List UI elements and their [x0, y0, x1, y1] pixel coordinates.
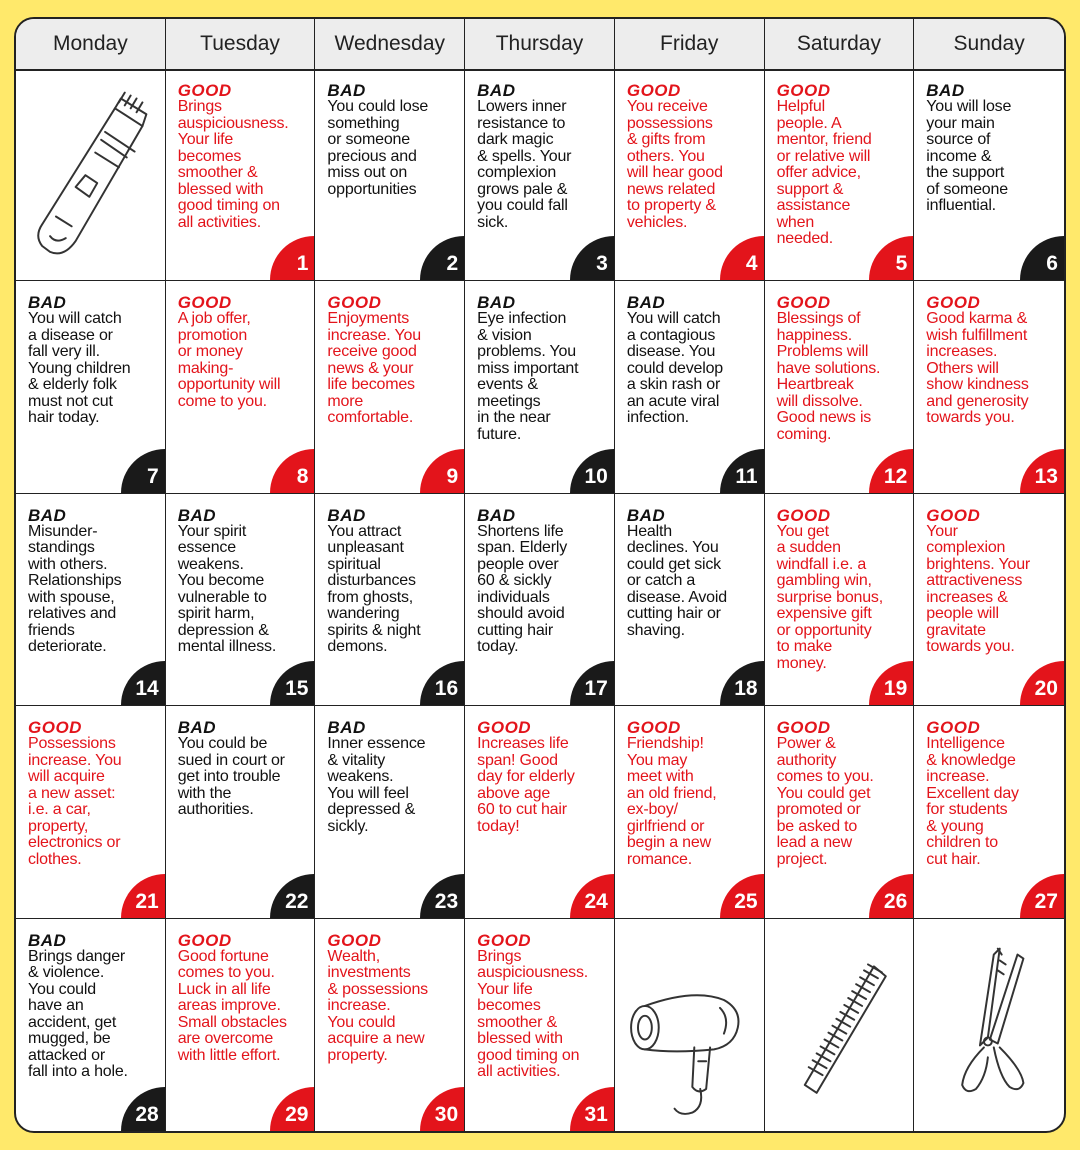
- day-description: Blessings of happiness. Problems will have solutions. Heartbreak will dissolve. Good news is coming.: [776, 310, 881, 443]
- day-description: Eye infection & vision problems. You miss important events & meetings in the near future.: [477, 310, 579, 443]
- day-cell-17: [465, 494, 615, 706]
- day-description: Helpful people. A mentor, friend or relative will offer advice, support & assistance when needed.: [776, 98, 872, 247]
- day-cell-27: [914, 706, 1064, 918]
- verdict-label: BAD: [327, 505, 366, 525]
- verdict-label: BAD: [28, 505, 67, 525]
- verdict-label: BAD: [327, 718, 366, 738]
- day-description: Wealth, investments & possessions increase. You could acquire a new property.: [327, 947, 428, 1064]
- day-number-badge: 27: [1020, 874, 1064, 918]
- day-description: Intelligence & knowledge increase. Excellent day for students & young children to cut hair.: [926, 735, 1019, 868]
- day-cell-20: [914, 494, 1064, 706]
- day-cell-5: [765, 69, 915, 281]
- verdict-label: GOOD: [776, 293, 831, 313]
- verdict-label: GOOD: [926, 718, 981, 738]
- day-cell-1: [166, 69, 316, 281]
- day-number-badge: 22: [270, 874, 314, 918]
- day-description: Brings auspiciousness. Your life becomes smoother & blessed with good timing on all activities.: [177, 98, 289, 231]
- verdict-label: BAD: [177, 718, 217, 738]
- day-description: Friendship! You may meet with an old friend, ex-boy/ girlfriend or begin a new romance.: [626, 735, 717, 868]
- illustration-cell: [615, 919, 765, 1131]
- day-description: Good fortune comes to you. Luck in all life areas improve. Small obstacles are overcome with little effort.: [177, 947, 287, 1064]
- day-number-badge: 15: [270, 661, 314, 705]
- day-cell-30: [315, 919, 465, 1131]
- day-cell-8: [166, 281, 316, 493]
- day-description: Possessions increase. You will acquire a new asset: i.e. a car, property, electronics or clothes.: [28, 735, 122, 868]
- verdict-label: GOOD: [776, 718, 831, 738]
- day-cell-26: [765, 706, 915, 918]
- day-cell-12: [765, 281, 915, 493]
- verdict-label: BAD: [477, 293, 516, 313]
- weekday-tuesday: Tuesday: [166, 19, 316, 69]
- day-number-badge: 3: [570, 236, 614, 280]
- comb-icon: [765, 919, 914, 1131]
- day-cell-28: [16, 919, 166, 1131]
- day-cell-31: [465, 919, 615, 1131]
- day-number-badge: 5: [869, 236, 913, 280]
- verdict-label: GOOD: [626, 81, 681, 100]
- day-number-badge: 14: [121, 661, 165, 705]
- day-description: Inner essence & vitality weakens. You will feel depressed & sickly.: [327, 735, 426, 835]
- day-cell-7: [16, 281, 166, 493]
- day-description: Your complexion brightens. Your attractiveness increases & people will gravitate towards you.: [926, 522, 1031, 656]
- day-number-badge: 20: [1020, 661, 1064, 705]
- verdict-label: GOOD: [776, 81, 831, 100]
- verdict-label: BAD: [28, 293, 67, 313]
- day-cell-22: [166, 706, 316, 918]
- day-description: You will lose your main source of income & the support of someone influential.: [926, 98, 1012, 214]
- day-number-badge: 24: [570, 874, 614, 918]
- day-number-badge: 17: [570, 661, 614, 705]
- weekday-saturday: Saturday: [765, 19, 915, 69]
- verdict-label: GOOD: [327, 293, 382, 313]
- day-cell-18: [615, 494, 765, 706]
- verdict-label: GOOD: [177, 81, 232, 100]
- day-cell-4: [615, 69, 765, 281]
- calendar-grid: [16, 69, 1064, 1131]
- verdict-label: BAD: [177, 505, 217, 525]
- day-description: A job offer, promotion or money making- opportunity will come to you.: [177, 310, 281, 410]
- day-description: Enjoyments increase. You receive good news & your life becomes more comfortable.: [327, 310, 421, 427]
- day-number-badge: 1: [270, 236, 314, 280]
- day-number-badge: 8: [270, 449, 314, 493]
- day-description: Increases life span! Good day for elderly above age 60 to cut hair today!: [477, 735, 575, 835]
- day-number-badge: 12: [869, 449, 913, 493]
- day-cell-13: [914, 281, 1064, 493]
- day-cell-16: [315, 494, 465, 706]
- verdict-label: BAD: [327, 81, 366, 100]
- day-number-badge: 4: [720, 236, 764, 280]
- scissors-icon: [914, 919, 1064, 1131]
- weekday-friday: Friday: [615, 19, 765, 69]
- hair-clipper-icon: [16, 69, 165, 280]
- day-description: Brings danger & violence. You could have an accident, get mugged, be attacked or fall into a hole.: [28, 947, 128, 1081]
- day-description: Shortens life span. Elderly people over 60 & sickly individuals should avoid cutting hair today.: [477, 522, 568, 656]
- day-cell-24: [465, 706, 615, 918]
- hair-dryer-icon: [615, 919, 764, 1131]
- day-description: Brings auspiciousness. Your life becomes smoother & blessed with good timing on all activities.: [477, 947, 588, 1081]
- day-number-badge: 10: [570, 449, 614, 493]
- weekday-sunday: Sunday: [953, 32, 1025, 55]
- day-cell-19: [765, 494, 915, 706]
- day-description: You get a sudden windfall i.e. a gambling win, surprise bonus, expensive gift or opportunity to make money.: [776, 522, 883, 672]
- day-description: Good karma & wish fulfillment increases. Others will show kindness and generosity towards you.: [926, 310, 1029, 427]
- day-number-badge: 7: [121, 449, 165, 493]
- day-number-badge: 13: [1020, 449, 1064, 493]
- day-description: Power & authority comes to you. You could get promoted or be asked to lead a new project.: [776, 735, 874, 868]
- day-number-badge: 6: [1020, 236, 1064, 280]
- day-cell-2: [315, 69, 465, 281]
- day-description: You could lose something or someone precious and miss out on opportunities: [327, 98, 429, 198]
- day-description: You could be sued in court or get into trouble with the authorities.: [177, 735, 285, 819]
- verdict-label: GOOD: [177, 293, 232, 313]
- day-number-badge: 11: [720, 449, 764, 493]
- weekday-monday: Monday: [16, 19, 166, 69]
- verdict-label: GOOD: [327, 930, 382, 950]
- day-cell-9: [315, 281, 465, 493]
- day-cell-14: [16, 494, 166, 706]
- verdict-label: GOOD: [776, 505, 831, 525]
- day-number-badge: 30: [420, 1087, 464, 1131]
- day-number-badge: 9: [420, 449, 464, 493]
- day-cell-15: [166, 494, 316, 706]
- day-number-badge: 21: [121, 874, 165, 918]
- day-number-badge: 2: [420, 236, 464, 280]
- verdict-label: BAD: [477, 505, 516, 525]
- day-description: You attract unpleasant spiritual disturbances from ghosts, wandering spirits & night demons.: [327, 522, 421, 656]
- day-number-badge: 16: [420, 661, 464, 705]
- illustration-cell: [914, 919, 1064, 1131]
- verdict-label: GOOD: [477, 930, 532, 950]
- day-cell-21: [16, 706, 166, 918]
- weekday-header: [16, 19, 1064, 71]
- day-number-badge: 26: [869, 874, 913, 918]
- day-cell-25: [615, 706, 765, 918]
- day-description: Health declines. You could get sick or catch a disease. Avoid cutting hair or shaving.: [626, 522, 727, 639]
- day-number-badge: 25: [720, 874, 764, 918]
- day-cell-29: [166, 919, 316, 1131]
- day-cell-3: [465, 69, 615, 281]
- verdict-label: GOOD: [177, 930, 232, 950]
- day-cell-10: [465, 281, 615, 493]
- day-number-badge: 29: [270, 1087, 314, 1131]
- weekday-wednesday: Wednesday: [315, 19, 465, 69]
- day-number-badge: 28: [121, 1087, 165, 1131]
- illustration-cell: [765, 919, 915, 1131]
- illustration-cell: [16, 69, 166, 281]
- verdict-label: GOOD: [626, 718, 681, 738]
- day-number-badge: 18: [720, 661, 764, 705]
- verdict-label: BAD: [626, 505, 666, 525]
- day-number-badge: 23: [420, 874, 464, 918]
- day-description: You will catch a disease or fall very ill. Young children & elderly folk must not cut hair today.: [28, 310, 131, 427]
- verdict-label: BAD: [28, 930, 67, 950]
- verdict-label: BAD: [926, 81, 965, 100]
- verdict-label: BAD: [626, 293, 666, 313]
- day-description: Your spirit essence weakens. You become vulnerable to spirit harm, depression & mental illness.: [177, 522, 277, 656]
- day-cell-23: [315, 706, 465, 918]
- day-number-badge: 31: [570, 1087, 614, 1131]
- day-description: You will catch a contagious disease. You could develop a skin rash or an acute viral infection.: [626, 310, 723, 427]
- day-description: Misunder- standings with others. Relationships with spouse, relatives and friends deteriorate.: [28, 522, 122, 656]
- verdict-label: GOOD: [926, 293, 981, 313]
- calendar-board: [14, 17, 1066, 1133]
- day-description: Lowers inner resistance to dark magic & spells. Your complexion grows pale & you could fall sick.: [477, 98, 572, 231]
- weekday-thursday: Thursday: [465, 19, 615, 69]
- day-cell-11: [615, 281, 765, 493]
- day-number-badge: 19: [869, 661, 913, 705]
- day-cell-6: [914, 69, 1064, 281]
- verdict-label: BAD: [477, 81, 516, 100]
- verdict-label: GOOD: [28, 718, 82, 738]
- verdict-label: GOOD: [926, 505, 981, 525]
- day-description: You receive possessions & gifts from others. You will hear good news related to property & vehicles.: [626, 98, 723, 231]
- verdict-label: GOOD: [477, 718, 532, 738]
